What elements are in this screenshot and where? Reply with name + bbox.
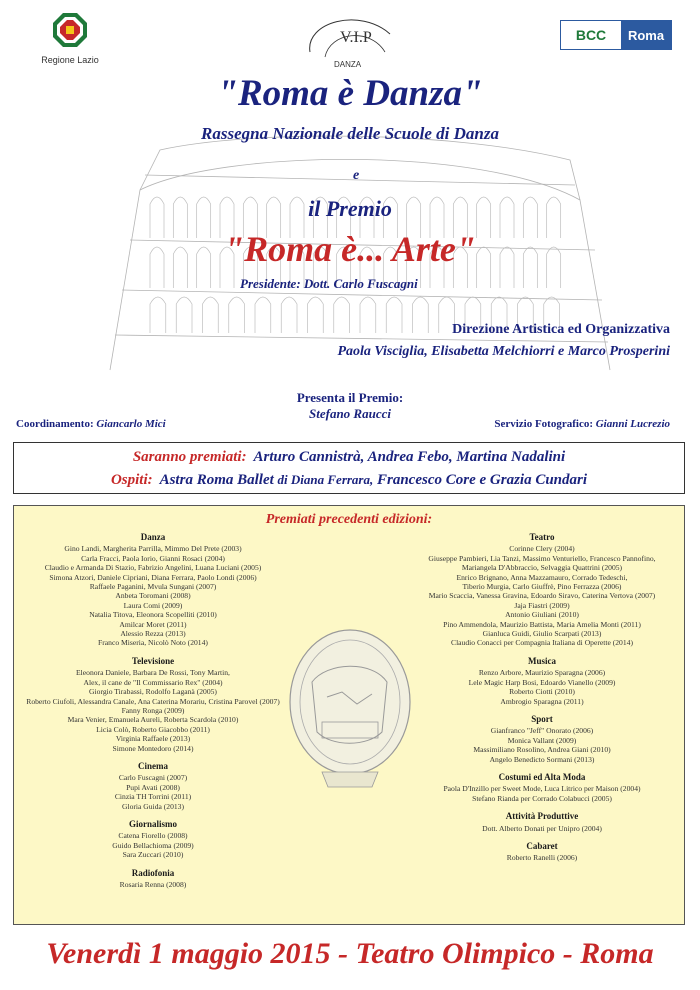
premiati-names: Arturo Cannistrà, Andrea Febo, Martina Nadalini — [253, 449, 566, 465]
winner-entry: Alex, il cane de "Il Commissario Rex" (2004) — [83, 677, 223, 687]
winner-entry: Gianluca Guidi, Giulio Scarpati (2013) — [482, 629, 602, 639]
direzione-label: Direzione Artistica ed Organizzativa — [452, 322, 670, 337]
winner-entry: Mario Scaccia, Vanessa Gravina, Edoardo Siravo, Caterina Vertova (2007) — [428, 591, 656, 601]
winner-entry: Angelo Benedicto Sormani (2013) — [489, 754, 595, 764]
winner-entry: Massimiliano Rosolino, Andrea Giani (2010) — [473, 745, 611, 755]
winner-entry: Gino Landi, Margherita Parrilla, Mimmo Del Prete (2003) — [64, 544, 242, 554]
winner-entry: Jaja Fiastri (2009) — [514, 600, 570, 610]
foto-label: Servizio Fotografico: — [494, 418, 593, 430]
category-heading: Televisione — [131, 655, 175, 666]
vip-danza-text: DANZA — [334, 60, 362, 69]
category-heading: Teatro — [529, 532, 555, 542]
previous-winners-title: Premiati precedenti edizioni: — [265, 512, 433, 527]
category-heading: Giornalismo — [128, 818, 177, 829]
bcc-text: BCC — [561, 21, 621, 49]
previous-right-column — [406, 524, 678, 863]
winner-entry: Pupi Avati (2008) — [126, 782, 180, 792]
winner-entry: Lele Magic Harp Bosi, Edoardo Vianello (2009) — [468, 677, 616, 687]
ospiti-part3: Francesco Core e Grazia Cundari — [377, 472, 588, 488]
ospiti-part2: di Diana Ferrara, — [277, 472, 374, 487]
event-subtitle: Rassegna Nazionale delle Scuole di Danza — [201, 124, 499, 143]
winner-entry: Gloria Guida (2013) — [122, 801, 184, 811]
winner-entry: Renzo Arbore, Maurizio Sparagna (2006) — [478, 668, 606, 678]
winner-entry: Ambrogio Sparagna (2011) — [500, 696, 584, 706]
ospiti-part1: Astra Roma Ballet — [159, 472, 274, 488]
winner-entry: Antonio Giuliani (2010) — [505, 610, 579, 620]
premio-medal-image — [282, 622, 418, 792]
category-heading: Cabaret — [526, 840, 558, 851]
winner-entry: Tiberio Murgia, Carlo Giuffrè, Pino Ferrazza (2006) — [462, 582, 622, 592]
presidente-text: Presidente: Dott. Carlo Fuscagni — [240, 276, 418, 291]
winner-entry: Enrico Brignano, Anna Mazzamauro, Corrado Tedeschi, — [456, 572, 628, 582]
winner-entry: Fanny Ronga (2009) — [121, 705, 185, 715]
presenta-name: Stefano Raucci — [309, 406, 391, 421]
winner-entry: Corinne Clery (2004) — [509, 544, 575, 554]
lazio-caption: Regione Lazio — [41, 55, 99, 65]
event-title: "Roma è Danza" — [217, 73, 483, 114]
premiati-label: Saranno premiati: — [132, 449, 247, 465]
winner-entry: Raffaele Paganini, Mvula Sungani (2007) — [89, 582, 217, 592]
winner-entry: Alessio Rezza (2013) — [120, 629, 186, 639]
winner-entry: Giorgio Tirabassi, Rodolfo Laganà (2005) — [89, 687, 217, 697]
winner-entry: Claudio Conacci per Compagnia Italiana di Operette (2014) — [451, 638, 633, 648]
category-heading: Danza — [140, 532, 166, 542]
svg-text:V.I.P: V.I.P — [340, 29, 372, 46]
premio-title: "Roma è... Arte" — [224, 229, 476, 269]
category-heading: Sport — [531, 713, 553, 724]
winner-entry: Giuseppe Pambieri, Lia Tanzi, Massimo Venturiello, Francesco Pannofino, — [428, 553, 656, 563]
servizio-fotografico — [494, 418, 670, 430]
winner-entry: Licia Colò, Roberto Giacobbo (2011) — [96, 724, 210, 734]
coord-label: Coordinamento: — [16, 418, 94, 430]
winner-entry: Carlo Fuscagni (2007) — [118, 773, 188, 783]
winner-entry: Gianfranco "Jeff" Onorato (2006) — [490, 726, 594, 736]
winner-entry: Monica Vallant (2009) — [507, 735, 577, 745]
event-date-venue: Venerdì 1 maggio 2015 - Teatro Olimpico - Roma — [46, 937, 654, 970]
winner-entry: Stefano Rianda per Corrado Colabucci (2005) — [472, 793, 612, 803]
ospiti-label: Ospiti: — [110, 472, 153, 488]
winner-entry: Simona Atzori, Daniele Cipriani, Diana Ferrara, Paolo Londi (2006) — [49, 572, 257, 582]
premio-label: il Premio — [308, 196, 392, 221]
premiati-line — [14, 449, 684, 466]
winner-entry: Roberto Ranelli (2006) — [506, 853, 578, 863]
lazio-emblem-icon — [52, 12, 88, 48]
winner-entry: Mara Venier, Emanuela Aureli, Roberta Scardola (2010) — [67, 715, 239, 725]
winner-entry: Paola D'Inzillo per Sweet Mode, Luca Litrico per Maison (2004) — [443, 784, 641, 794]
winner-entry: Franco Miseria, Nicolò Noto (2014) — [98, 638, 208, 648]
winner-entry: Anbeta Toromani (2008) — [115, 591, 191, 601]
winner-entry: Cinzia TH Torrini (2011) — [114, 792, 192, 802]
winner-entry: Roberto Ciotti (2010) — [509, 687, 575, 697]
winner-entry: Mariangela D'Abbraccio, Selvaggia Quattrini (2005) — [461, 563, 623, 573]
category-heading: Cinema — [138, 760, 168, 771]
winner-entry: Natalia Titova, Eleonora Scopelliti (2010) — [89, 610, 217, 620]
regione-lazio-logo — [40, 12, 100, 65]
category-heading: Radiofonia — [131, 867, 175, 878]
direzione-names: Paola Visciglia, Elisabetta Melchiorri e Marco Prosperini — [337, 344, 670, 359]
coordinamento — [16, 418, 166, 430]
previous-left-column — [22, 524, 284, 889]
winner-entry: Roberto Ciufoli, Alessandra Canale, Ana Caterina Morariu, Cristina Parovel (2007) — [26, 696, 280, 706]
ospiti-line — [14, 472, 684, 489]
category-heading: Costumi ed Alta Moda — [498, 771, 586, 782]
category-heading: Musica — [528, 655, 556, 666]
bcc-roma-logo — [560, 20, 672, 50]
winner-entry: Claudio e Armanda Di Stazio, Fabrizio Angelini, Luana Luciani (2005) — [44, 563, 262, 573]
vip-danza-logo — [300, 12, 400, 72]
guests-box — [13, 442, 685, 494]
conjunction-text: e — [353, 168, 360, 183]
foto-name: Gianni Lucrezio — [595, 418, 670, 430]
winner-entry: Sara Zuccari (2010) — [122, 850, 184, 860]
category-heading: Attività Produttive — [505, 811, 579, 822]
winner-entry: Simone Montedoro (2014) — [112, 743, 194, 753]
winner-entry: Virginia Raffaele (2013) — [115, 734, 191, 744]
winner-entry: Guido Bellachioma (2009) — [112, 840, 194, 850]
winner-entry: Rosaria Renna (2008) — [119, 880, 187, 889]
winner-entry: Eleonora Daniele, Barbara De Rossi, Tony Martin, — [76, 668, 230, 678]
winner-entry: Amilcar Moret (2011) — [119, 619, 187, 629]
winner-entry: Carla Fracci, Paola Iorio, Gianni Rosaci (2004) — [81, 553, 225, 563]
winner-entry: Catena Fiorello (2008) — [118, 831, 188, 841]
winner-entry: Dott. Alberto Donati per Unipro (2004) — [482, 823, 602, 833]
bcc-roma-text: Roma — [621, 21, 671, 49]
winner-entry: Pino Ammendola, Maurizio Battista, Maria Amelia Monti (2011) — [443, 619, 641, 629]
winner-entry: Laura Comi (2009) — [123, 600, 183, 610]
presenta-label: Presenta il Premio: — [296, 390, 404, 405]
coord-name: Giancarlo Mici — [96, 418, 166, 430]
